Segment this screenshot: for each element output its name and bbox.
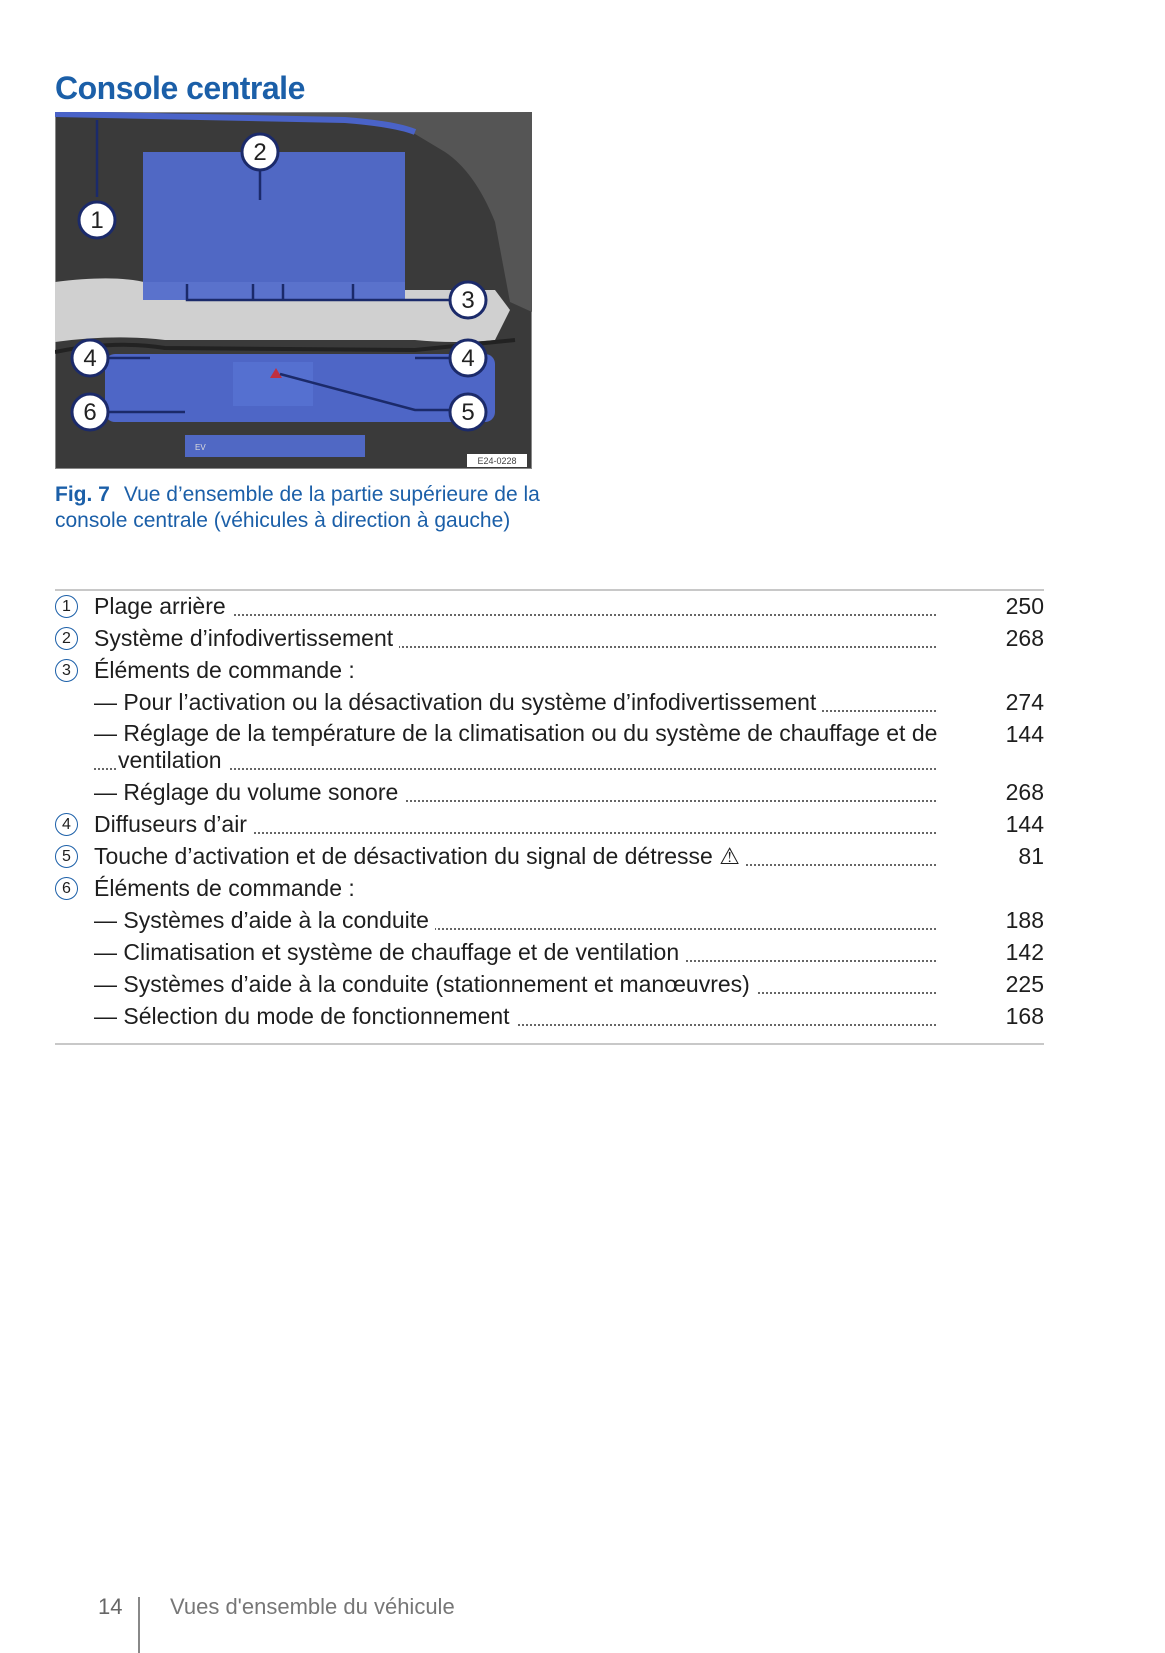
table-bottom-rule	[55, 1043, 1044, 1045]
callout-4-right	[450, 340, 486, 376]
figure-caption	[55, 482, 545, 534]
legend-label-text: — Systèmes d’aide à la conduite	[94, 907, 435, 933]
legend-label	[94, 654, 939, 686]
svg-text:6: 6	[83, 399, 97, 426]
callout-1	[79, 202, 115, 238]
footer-section: Vues d'ensemble du véhicule	[170, 1594, 455, 1619]
page-reference: 268	[1005, 625, 1044, 651]
legend-label	[94, 776, 939, 808]
legend-row	[55, 872, 1044, 904]
legend-row	[55, 968, 1044, 1000]
callout-number-icon: 6	[55, 877, 78, 900]
callout-number-icon: 2	[55, 627, 78, 650]
legend-label	[94, 1000, 939, 1032]
legend-row	[55, 654, 1044, 686]
callout-4-left	[72, 340, 108, 376]
page-reference: 274	[1005, 689, 1044, 715]
legend-row	[55, 590, 1044, 622]
legend-label	[94, 622, 939, 654]
legend-row	[55, 686, 1044, 718]
callout-number-icon: 4	[55, 813, 78, 836]
figure-label: Fig. 7	[55, 483, 110, 506]
callout-number-icon: 1	[55, 595, 78, 618]
legend-table	[55, 590, 1044, 1032]
page-reference: 250	[1005, 593, 1044, 619]
caption-text: Vue d’ensemble de la partie supérieure de la console centrale (véhicules à direction à gauche)	[55, 483, 540, 532]
page-number: 14	[98, 1594, 123, 1619]
legend-label	[94, 840, 939, 872]
legend-label	[94, 686, 939, 718]
page-reference: 168	[1005, 1003, 1044, 1029]
legend-label-text: — Pour l’activation ou la désactivation du système d’infodivertissement	[94, 689, 822, 715]
page-reference: 144	[1005, 811, 1044, 837]
ev-label: EV	[195, 443, 206, 452]
legend-label-text: Système d’infodivertissement	[94, 625, 399, 651]
legend-label	[94, 904, 939, 936]
page-reference: 225	[1005, 971, 1044, 997]
legend-row	[55, 776, 1044, 808]
callout-3	[450, 282, 486, 318]
legend-row	[55, 936, 1044, 968]
legend-label	[94, 720, 939, 774]
callout-2	[242, 134, 278, 170]
svg-text:4: 4	[461, 345, 475, 372]
page-reference: 268	[1005, 779, 1044, 805]
footer-divider	[138, 1597, 140, 1653]
svg-text:5: 5	[461, 399, 475, 426]
legend-label	[94, 968, 939, 1000]
legend-label	[94, 808, 939, 840]
svg-text:3: 3	[461, 287, 475, 314]
legend-label-text: Éléments de commande :	[94, 657, 361, 683]
legend-row	[55, 718, 1044, 776]
legend-label-text: — Climatisation et système de chauffage et de ventilation	[94, 939, 685, 965]
lower-control-panel	[185, 435, 365, 457]
infotainment-screen	[143, 152, 405, 300]
legend-row	[55, 840, 1044, 872]
legend-label-text: Plage arrière	[94, 593, 232, 619]
legend-label-text: — Systèmes d’aide à la conduite (stationnement et manœuvres)	[94, 971, 756, 997]
legend-label-text: Éléments de commande :	[94, 875, 361, 901]
svg-text:4: 4	[83, 345, 97, 372]
legend-label	[94, 936, 939, 968]
page-reference: 81	[1018, 843, 1044, 869]
legend-label	[94, 590, 939, 622]
legend-label	[94, 872, 939, 904]
legend-label-text: — Réglage du volume sonore	[94, 779, 404, 805]
legend-label-text: Touche d’activation et de désactivation du signal de détresse ⚠	[94, 843, 746, 869]
callout-5	[450, 394, 486, 430]
svg-text:1: 1	[90, 207, 104, 234]
page-reference: 188	[1005, 907, 1044, 933]
svg-text:2: 2	[253, 139, 267, 166]
legend-row	[55, 1000, 1044, 1032]
callout-6	[72, 394, 108, 430]
page-title: Console centrale	[55, 70, 305, 106]
callout-number-icon: 5	[55, 845, 78, 868]
console-figure	[55, 112, 532, 469]
legend-row	[55, 808, 1044, 840]
callout-number-icon: 3	[55, 659, 78, 682]
legend-row	[55, 904, 1044, 936]
page-reference: 142	[1005, 939, 1044, 965]
page-reference: 144	[1005, 721, 1044, 747]
legend-label-text: — Sélection du mode de fonctionnement	[94, 1003, 516, 1029]
legend-row	[55, 622, 1044, 654]
legend-label-text: — Réglage de la température de la climatisation ou du système de chauffage et de ventilation	[94, 720, 938, 773]
legend-label-text: Diffuseurs d’air	[94, 811, 253, 837]
image-code: E24-0228	[477, 456, 517, 466]
